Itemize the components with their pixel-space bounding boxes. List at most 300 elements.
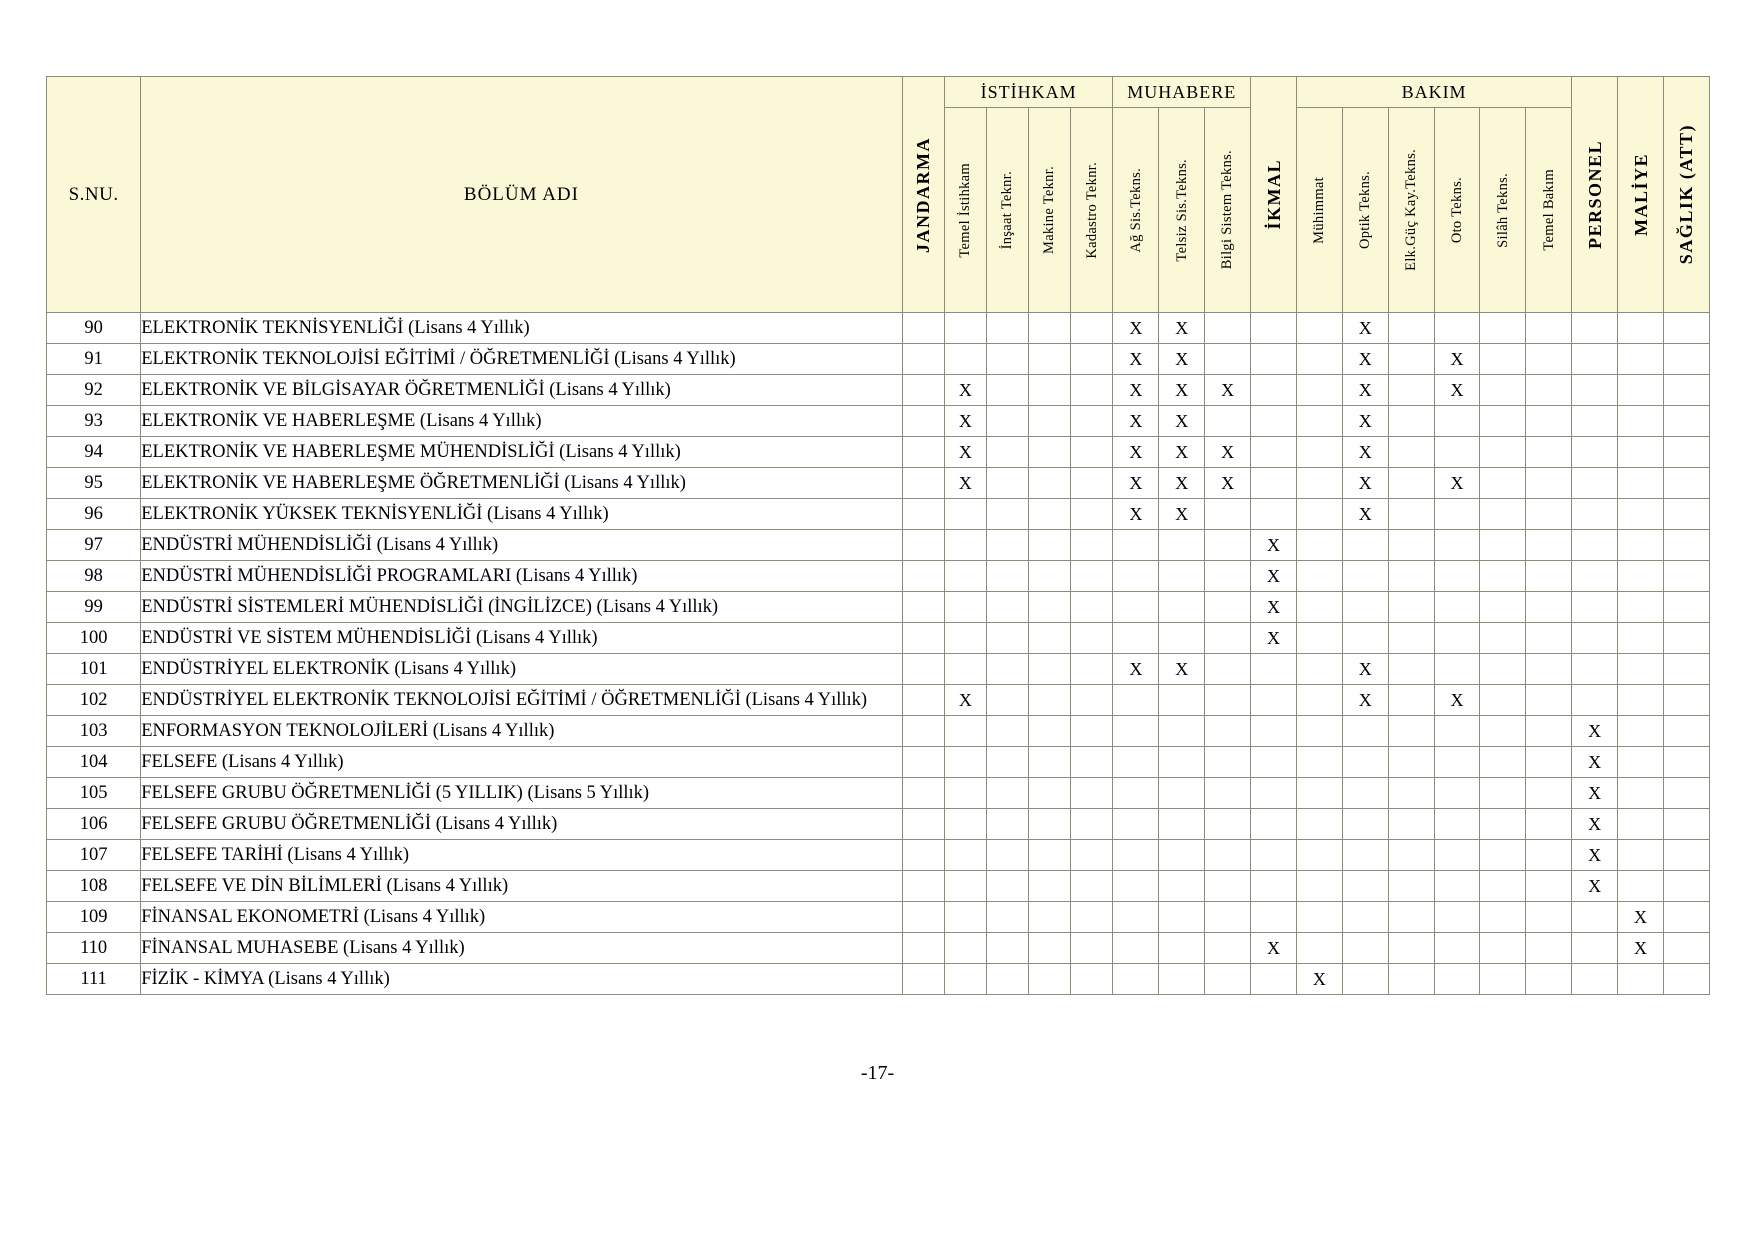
row-mark-cell xyxy=(1205,499,1251,530)
row-mark-cell xyxy=(986,375,1028,406)
row-mark-cell xyxy=(1296,375,1342,406)
row-mark-cell xyxy=(1296,840,1342,871)
row-mark-cell xyxy=(1071,406,1113,437)
row-mark-cell xyxy=(1113,809,1159,840)
row-mark-cell xyxy=(1526,437,1572,468)
row-mark-cell xyxy=(1029,623,1071,654)
row-mark-cell xyxy=(1029,747,1071,778)
header-bilgi-sistem-tekns xyxy=(1205,108,1251,313)
row-mark-cell xyxy=(1251,468,1297,499)
row-mark-cell xyxy=(986,313,1028,344)
row-mark-cell xyxy=(1480,871,1526,902)
row-mark-cell xyxy=(1434,747,1480,778)
row-mark-cell xyxy=(1342,623,1388,654)
header-optik-tekns-label: Optik Tekns. xyxy=(1357,170,1373,250)
row-mark-cell xyxy=(1663,933,1709,964)
row-number: 106 xyxy=(47,809,141,840)
row-mark-cell xyxy=(1296,313,1342,344)
row-mark-cell xyxy=(986,685,1028,716)
row-mark-cell xyxy=(944,592,986,623)
row-mark-cell: X xyxy=(1296,964,1342,995)
row-mark-cell xyxy=(1071,747,1113,778)
row-mark-cell: X xyxy=(944,406,986,437)
row-mark-cell xyxy=(1663,592,1709,623)
row-mark-cell xyxy=(1388,375,1434,406)
row-mark-cell xyxy=(1205,902,1251,933)
row-mark-cell xyxy=(1526,964,1572,995)
row-mark-cell xyxy=(1618,716,1664,747)
row-mark-cell xyxy=(1663,530,1709,561)
table-row xyxy=(47,499,1710,530)
row-mark-cell xyxy=(1113,530,1159,561)
row-number: 102 xyxy=(47,685,141,716)
header-ikmal xyxy=(1251,77,1297,313)
row-mark-cell xyxy=(1388,406,1434,437)
row-mark-cell xyxy=(1434,654,1480,685)
row-mark-cell: X xyxy=(1342,468,1388,499)
row-mark-cell xyxy=(1029,499,1071,530)
row-mark-cell xyxy=(1618,964,1664,995)
row-mark-cell: X xyxy=(1572,778,1618,809)
row-mark-cell xyxy=(1205,747,1251,778)
table-row xyxy=(47,530,1710,561)
row-mark-cell xyxy=(944,561,986,592)
row-mark-cell xyxy=(1480,344,1526,375)
row-mark-cell xyxy=(1526,468,1572,499)
row-mark-cell: X xyxy=(1159,437,1205,468)
row-mark-cell xyxy=(944,964,986,995)
row-mark-cell xyxy=(1618,406,1664,437)
row-mark-cell xyxy=(1480,499,1526,530)
row-mark-cell xyxy=(1113,964,1159,995)
row-mark-cell xyxy=(1526,313,1572,344)
row-mark-cell xyxy=(1296,933,1342,964)
row-mark-cell xyxy=(1296,809,1342,840)
row-mark-cell xyxy=(1205,840,1251,871)
row-mark-cell xyxy=(1388,313,1434,344)
row-program-name: ELEKTRONİK TEKNİSYENLİĞİ (Lisans 4 Yıllık) xyxy=(141,313,902,344)
row-mark-cell xyxy=(902,685,944,716)
header-temel-bakim-label: Temel Bakım xyxy=(1540,169,1557,251)
row-mark-cell xyxy=(1342,778,1388,809)
row-mark-cell xyxy=(1251,840,1297,871)
table-row xyxy=(47,654,1710,685)
row-program-name: FİZİK - KİMYA (Lisans 4 Yıllık) xyxy=(141,964,902,995)
row-mark-cell xyxy=(1618,623,1664,654)
row-mark-cell xyxy=(1296,530,1342,561)
row-mark-cell xyxy=(1029,685,1071,716)
row-mark-cell xyxy=(1205,685,1251,716)
row-mark-cell: X xyxy=(1342,406,1388,437)
row-mark-cell xyxy=(944,716,986,747)
row-mark-cell xyxy=(1251,716,1297,747)
row-mark-cell xyxy=(1388,530,1434,561)
row-mark-cell xyxy=(1526,685,1572,716)
row-mark-cell xyxy=(1526,375,1572,406)
header-muhimmat xyxy=(1296,108,1342,313)
row-mark-cell xyxy=(1618,561,1664,592)
row-mark-cell: X xyxy=(1434,468,1480,499)
row-mark-cell xyxy=(1251,778,1297,809)
row-mark-cell xyxy=(1251,313,1297,344)
row-mark-cell xyxy=(944,530,986,561)
header-temel-bakim xyxy=(1526,108,1572,313)
row-mark-cell xyxy=(1205,530,1251,561)
row-mark-cell xyxy=(1113,933,1159,964)
row-program-name: FİNANSAL EKONOMETRİ (Lisans 4 Yıllık) xyxy=(141,902,902,933)
row-mark-cell xyxy=(1296,747,1342,778)
row-mark-cell xyxy=(1572,530,1618,561)
row-mark-cell xyxy=(1342,840,1388,871)
row-mark-cell xyxy=(1526,902,1572,933)
row-mark-cell xyxy=(1029,778,1071,809)
row-mark-cell xyxy=(1618,778,1664,809)
row-mark-cell xyxy=(1434,313,1480,344)
table-row xyxy=(47,313,1710,344)
table-row xyxy=(47,623,1710,654)
row-program-name: ELEKTRONİK TEKNOLOJİSİ EĞİTİMİ / ÖĞRETMENLİĞİ (Lisans 4 Yıllık) xyxy=(141,344,902,375)
row-mark-cell xyxy=(1526,933,1572,964)
row-program-name: FELSEFE TARİHİ (Lisans 4 Yıllık) xyxy=(141,840,902,871)
table-row xyxy=(47,840,1710,871)
page-number: -17- xyxy=(860,1062,895,1084)
row-mark-cell xyxy=(1434,530,1480,561)
header-jandarma xyxy=(902,77,944,313)
row-mark-cell: X xyxy=(1159,313,1205,344)
row-mark-cell xyxy=(1296,716,1342,747)
row-mark-cell xyxy=(944,654,986,685)
header-kadastro-teknr xyxy=(1071,108,1113,313)
row-mark-cell xyxy=(1663,623,1709,654)
header-personel-label: PERSONEL xyxy=(1584,139,1605,250)
row-mark-cell xyxy=(1572,654,1618,685)
row-mark-cell: X xyxy=(1342,313,1388,344)
row-mark-cell: X xyxy=(1618,933,1664,964)
row-mark-cell xyxy=(1480,561,1526,592)
row-mark-cell xyxy=(1618,437,1664,468)
row-mark-cell xyxy=(1526,654,1572,685)
row-mark-cell xyxy=(1296,406,1342,437)
row-mark-cell xyxy=(1480,530,1526,561)
header-saglik xyxy=(1663,77,1709,313)
row-mark-cell xyxy=(1205,809,1251,840)
row-mark-cell xyxy=(1159,530,1205,561)
row-mark-cell xyxy=(1205,716,1251,747)
row-program-name: ENDÜSTRİ MÜHENDİSLİĞİ PROGRAMLARI (Lisans 4 Yıllık) xyxy=(141,561,902,592)
row-mark-cell xyxy=(1572,623,1618,654)
row-mark-cell xyxy=(1296,623,1342,654)
row-mark-cell xyxy=(1434,716,1480,747)
row-mark-cell xyxy=(902,530,944,561)
row-mark-cell xyxy=(986,716,1028,747)
table-row xyxy=(47,871,1710,902)
table-row xyxy=(47,933,1710,964)
row-mark-cell xyxy=(1071,809,1113,840)
row-number: 94 xyxy=(47,437,141,468)
row-number: 97 xyxy=(47,530,141,561)
row-program-name: ENFORMASYON TEKNOLOJİLERİ (Lisans 4 Yıllık) xyxy=(141,716,902,747)
row-mark-cell: X xyxy=(1159,654,1205,685)
row-mark-cell xyxy=(1159,840,1205,871)
row-number: 90 xyxy=(47,313,141,344)
row-mark-cell xyxy=(1159,592,1205,623)
row-program-name: ELEKTRONİK VE HABERLEŞME (Lisans 4 Yıllık) xyxy=(141,406,902,437)
row-mark-cell xyxy=(944,778,986,809)
table-row xyxy=(47,344,1710,375)
row-mark-cell xyxy=(986,406,1028,437)
row-mark-cell xyxy=(1572,933,1618,964)
row-mark-cell xyxy=(1618,871,1664,902)
row-mark-cell: X xyxy=(944,375,986,406)
row-mark-cell xyxy=(1113,592,1159,623)
row-mark-cell xyxy=(1388,623,1434,654)
row-mark-cell xyxy=(1434,623,1480,654)
row-mark-cell xyxy=(1113,840,1159,871)
row-number: 101 xyxy=(47,654,141,685)
row-mark-cell xyxy=(986,964,1028,995)
row-mark-cell: X xyxy=(1113,375,1159,406)
page-footer xyxy=(0,1062,1755,1085)
row-mark-cell xyxy=(986,902,1028,933)
row-mark-cell xyxy=(1663,716,1709,747)
row-mark-cell xyxy=(1296,499,1342,530)
row-mark-cell: X xyxy=(944,685,986,716)
row-mark-cell xyxy=(1113,778,1159,809)
table-row xyxy=(47,437,1710,468)
row-mark-cell xyxy=(1434,809,1480,840)
row-mark-cell xyxy=(1434,840,1480,871)
row-mark-cell xyxy=(986,933,1028,964)
row-number: 96 xyxy=(47,499,141,530)
row-mark-cell xyxy=(1342,871,1388,902)
row-mark-cell xyxy=(1071,530,1113,561)
header-group-row xyxy=(47,77,1710,108)
row-mark-cell: X xyxy=(1572,809,1618,840)
row-mark-cell xyxy=(1071,778,1113,809)
row-mark-cell: X xyxy=(1434,344,1480,375)
header-optik-tekns xyxy=(1342,108,1388,313)
row-mark-cell xyxy=(1663,685,1709,716)
row-mark-cell xyxy=(1572,499,1618,530)
row-mark-cell xyxy=(1618,499,1664,530)
row-mark-cell xyxy=(1205,654,1251,685)
row-mark-cell: X xyxy=(1572,871,1618,902)
row-mark-cell xyxy=(1526,344,1572,375)
row-mark-cell: X xyxy=(1159,406,1205,437)
row-mark-cell xyxy=(1296,468,1342,499)
row-mark-cell xyxy=(1029,902,1071,933)
row-mark-cell xyxy=(1029,530,1071,561)
row-mark-cell: X xyxy=(1205,468,1251,499)
row-mark-cell xyxy=(1029,437,1071,468)
row-mark-cell: X xyxy=(1113,313,1159,344)
row-mark-cell: X xyxy=(1113,406,1159,437)
row-mark-cell xyxy=(902,716,944,747)
row-mark-cell: X xyxy=(1205,437,1251,468)
row-program-name: ELEKTRONİK VE HABERLEŞME MÜHENDİSLİĞİ (Lisans 4 Yıllık) xyxy=(141,437,902,468)
row-mark-cell: X xyxy=(1572,840,1618,871)
row-mark-cell xyxy=(1480,623,1526,654)
row-mark-cell xyxy=(1526,747,1572,778)
row-mark-cell xyxy=(986,437,1028,468)
row-mark-cell xyxy=(1113,716,1159,747)
row-mark-cell xyxy=(1205,623,1251,654)
row-mark-cell xyxy=(1480,313,1526,344)
row-mark-cell xyxy=(902,871,944,902)
row-mark-cell: X xyxy=(1342,344,1388,375)
row-mark-cell: X xyxy=(1572,716,1618,747)
row-mark-cell xyxy=(944,933,986,964)
row-mark-cell xyxy=(1342,902,1388,933)
row-mark-cell xyxy=(1029,840,1071,871)
row-mark-cell xyxy=(944,344,986,375)
row-mark-cell xyxy=(1071,592,1113,623)
row-number: 108 xyxy=(47,871,141,902)
row-number: 99 xyxy=(47,592,141,623)
row-mark-cell xyxy=(902,499,944,530)
row-mark-cell: X xyxy=(1159,499,1205,530)
header-insaat-teknr xyxy=(986,108,1028,313)
row-mark-cell xyxy=(944,902,986,933)
row-mark-cell xyxy=(1251,344,1297,375)
row-mark-cell xyxy=(1205,592,1251,623)
row-number: 110 xyxy=(47,933,141,964)
row-mark-cell xyxy=(902,437,944,468)
row-mark-cell xyxy=(1434,871,1480,902)
header-telsiz-sis-tekns xyxy=(1159,108,1205,313)
row-mark-cell xyxy=(944,840,986,871)
row-mark-cell xyxy=(1029,592,1071,623)
row-mark-cell xyxy=(986,344,1028,375)
row-mark-cell xyxy=(1663,902,1709,933)
header-ag-sis-tekns xyxy=(1113,108,1159,313)
row-mark-cell xyxy=(1388,871,1434,902)
row-mark-cell xyxy=(1663,778,1709,809)
row-mark-cell xyxy=(1526,499,1572,530)
row-mark-cell xyxy=(1663,654,1709,685)
row-mark-cell: X xyxy=(1113,499,1159,530)
row-mark-cell xyxy=(1113,561,1159,592)
row-program-name: FELSEFE (Lisans 4 Yıllık) xyxy=(141,747,902,778)
row-mark-cell xyxy=(1071,499,1113,530)
table-page xyxy=(46,76,1710,995)
row-mark-cell xyxy=(1480,778,1526,809)
row-mark-cell xyxy=(1618,468,1664,499)
row-mark-cell xyxy=(1251,654,1297,685)
row-program-name: ENDÜSTRİ MÜHENDİSLİĞİ (Lisans 4 Yıllık) xyxy=(141,530,902,561)
row-mark-cell xyxy=(902,468,944,499)
row-mark-cell xyxy=(1251,685,1297,716)
row-mark-cell xyxy=(1434,561,1480,592)
row-mark-cell: X xyxy=(1342,685,1388,716)
row-mark-cell xyxy=(1071,437,1113,468)
row-mark-cell xyxy=(1388,685,1434,716)
row-program-name: ENDÜSTRİYEL ELEKTRONİK (Lisans 4 Yıllık) xyxy=(141,654,902,685)
row-mark-cell xyxy=(1159,716,1205,747)
row-mark-cell: X xyxy=(1159,375,1205,406)
row-mark-cell xyxy=(1159,623,1205,654)
row-number: 91 xyxy=(47,344,141,375)
row-mark-cell xyxy=(1342,809,1388,840)
row-mark-cell xyxy=(902,747,944,778)
row-mark-cell xyxy=(1526,840,1572,871)
row-mark-cell xyxy=(944,313,986,344)
row-program-name: FELSEFE GRUBU ÖĞRETMENLİĞİ (Lisans 4 Yıllık) xyxy=(141,809,902,840)
row-mark-cell: X xyxy=(1572,747,1618,778)
row-mark-cell xyxy=(1388,437,1434,468)
row-mark-cell xyxy=(1251,902,1297,933)
row-mark-cell: X xyxy=(1159,468,1205,499)
header-silah-tekns xyxy=(1480,108,1526,313)
row-mark-cell xyxy=(986,592,1028,623)
row-program-name: FELSEFE GRUBU ÖĞRETMENLİĞİ (5 YILLIK) (Lisans 5 Yıllık) xyxy=(141,778,902,809)
row-mark-cell xyxy=(1388,654,1434,685)
header-kadastro-teknr-label: Kadastro Teknr. xyxy=(1083,161,1100,259)
header-personel xyxy=(1572,77,1618,313)
row-mark-cell xyxy=(986,499,1028,530)
row-mark-cell xyxy=(1480,964,1526,995)
row-mark-cell xyxy=(1572,685,1618,716)
row-mark-cell xyxy=(1159,561,1205,592)
row-mark-cell xyxy=(944,623,986,654)
row-mark-cell xyxy=(1205,313,1251,344)
row-mark-cell xyxy=(1480,406,1526,437)
row-mark-cell xyxy=(902,933,944,964)
row-mark-cell xyxy=(1159,809,1205,840)
row-mark-cell xyxy=(1572,375,1618,406)
header-group-muhabere: MUHABERE xyxy=(1113,77,1251,108)
row-mark-cell xyxy=(1251,747,1297,778)
row-mark-cell xyxy=(1526,716,1572,747)
row-mark-cell xyxy=(902,902,944,933)
row-mark-cell xyxy=(1296,561,1342,592)
row-mark-cell xyxy=(1159,747,1205,778)
row-mark-cell xyxy=(1251,375,1297,406)
row-mark-cell xyxy=(1388,840,1434,871)
row-mark-cell xyxy=(1526,406,1572,437)
row-number: 98 xyxy=(47,561,141,592)
row-mark-cell xyxy=(1480,592,1526,623)
row-mark-cell xyxy=(1618,344,1664,375)
row-mark-cell: X xyxy=(1251,623,1297,654)
row-mark-cell xyxy=(1342,933,1388,964)
row-mark-cell xyxy=(902,778,944,809)
row-mark-cell xyxy=(986,871,1028,902)
row-mark-cell xyxy=(1388,468,1434,499)
row-mark-cell xyxy=(1296,654,1342,685)
row-mark-cell: X xyxy=(1251,592,1297,623)
row-mark-cell xyxy=(1526,530,1572,561)
row-mark-cell xyxy=(1618,685,1664,716)
header-bilgi-sistem-tekns-label: Bilgi Sistem Tekns. xyxy=(1219,150,1236,270)
row-number: 92 xyxy=(47,375,141,406)
row-mark-cell xyxy=(1526,809,1572,840)
row-mark-cell xyxy=(902,344,944,375)
row-mark-cell: X xyxy=(1618,902,1664,933)
row-mark-cell xyxy=(1205,406,1251,437)
row-mark-cell xyxy=(944,871,986,902)
row-number: 111 xyxy=(47,964,141,995)
header-group-istihkam: İSTİHKAM xyxy=(944,77,1113,108)
row-mark-cell xyxy=(1029,313,1071,344)
table-row xyxy=(47,964,1710,995)
row-mark-cell xyxy=(902,623,944,654)
row-mark-cell xyxy=(1526,561,1572,592)
row-mark-cell xyxy=(1029,654,1071,685)
header-ag-sis-tekns-label: Ağ Sis.Tekns. xyxy=(1127,167,1144,253)
row-mark-cell: X xyxy=(1159,344,1205,375)
header-temel-istihkam-label: Temel İstihkam xyxy=(957,162,974,258)
